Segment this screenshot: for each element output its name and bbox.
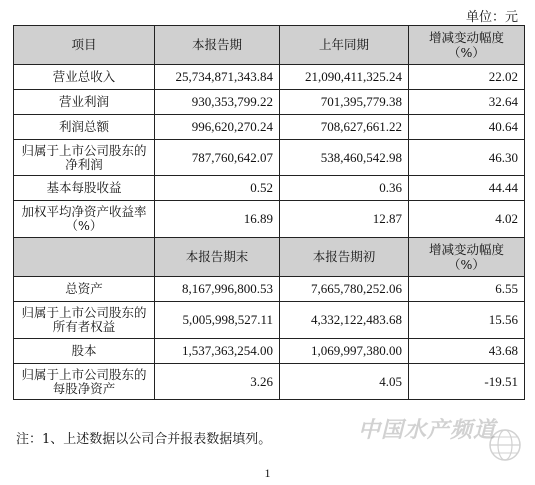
previous-value: 21,090,411,325.24: [280, 65, 409, 90]
col-header-change-label: 增减变动幅度: [428, 242, 504, 257]
begin-value: 7,665,780,252.06: [280, 277, 409, 302]
current-value: 996,620,270.24: [155, 115, 280, 140]
end-value: 5,005,998,527.11: [155, 302, 280, 339]
col-header-item: 项目: [14, 26, 155, 65]
row-label: 基本每股收益: [14, 176, 155, 201]
previous-value: 0.36: [280, 176, 409, 201]
change-value: 40.64: [409, 115, 525, 140]
page-number: 1: [264, 466, 271, 480]
table2-header-row: [14, 238, 525, 277]
begin-value: 4.05: [280, 364, 409, 400]
col-header-change: [409, 238, 525, 277]
change-value: -19.51: [409, 364, 525, 400]
row-label: [14, 140, 155, 176]
change-value: 22.02: [409, 65, 525, 90]
col-header-period-begin: 本报告期初: [280, 238, 409, 277]
change-value: 46.30: [409, 140, 525, 176]
footnote: 注：1、上述数据以公司合并报表数据填列。: [16, 432, 272, 447]
change-value: 43.68: [409, 339, 525, 364]
table-row: [14, 339, 525, 364]
table1-header-row: [14, 26, 525, 65]
col-header-change-unit: （%）: [448, 257, 485, 272]
col-header-period-end: 本报告期末: [155, 238, 280, 277]
financial-summary-table: [13, 25, 525, 400]
row-label-line: 所有者权益: [52, 319, 116, 334]
table-row: [14, 201, 525, 238]
begin-value: 4,332,122,483.68: [280, 302, 409, 339]
row-label: 股本: [14, 339, 155, 364]
current-value: 25,734,871,343.84: [155, 65, 280, 90]
current-value: 787,760,642.07: [155, 140, 280, 176]
begin-value: 1,069,997,380.00: [280, 339, 409, 364]
end-value: 8,167,996,800.53: [155, 277, 280, 302]
row-label-line: 归属于上市公司股东的: [21, 142, 147, 158]
previous-value: 12.87: [280, 201, 409, 238]
watermark-text: 中国水产频道: [358, 418, 497, 443]
row-label: 利润总额: [14, 115, 155, 140]
globe-icon: [488, 428, 522, 462]
current-value: 0.52: [155, 176, 280, 201]
col-header-previous-period: 上年同期: [280, 26, 409, 65]
end-value: 1,537,363,254.00: [155, 339, 280, 364]
col-header-change-unit: （%）: [448, 45, 485, 60]
current-value: 930,353,799.22: [155, 90, 280, 115]
change-value: 4.02: [409, 201, 525, 238]
row-label-line: 归属于上市公司股东的: [21, 366, 147, 382]
col-header-change: [409, 26, 525, 65]
change-value: 44.44: [409, 176, 525, 201]
col-header-blank: [14, 238, 155, 277]
previous-value: 701,395,779.38: [280, 90, 409, 115]
row-label: 营业利润: [14, 90, 155, 115]
row-label-line: 每股净资产: [52, 380, 116, 396]
row-label: 营业总收入: [14, 65, 155, 90]
table-row: [14, 364, 525, 400]
row-label: [14, 364, 155, 400]
row-label-line: 净利润: [65, 156, 103, 172]
row-label-line: 加权平均净资产收益率: [21, 204, 147, 219]
change-value: 6.55: [409, 277, 525, 302]
end-value: 3.26: [155, 364, 280, 400]
change-value: 32.64: [409, 90, 525, 115]
table-row: [14, 140, 525, 176]
current-value: 16.89: [155, 201, 280, 238]
row-label: 总资产: [14, 277, 155, 302]
previous-value: 538,460,542.98: [280, 140, 409, 176]
table-row: [14, 115, 525, 140]
previous-value: 708,627,661.22: [280, 115, 409, 140]
row-label: [14, 201, 155, 238]
table-row: [14, 302, 525, 339]
table-row: [14, 176, 525, 201]
col-header-change-label: 增减变动幅度: [428, 30, 504, 45]
row-label: [14, 302, 155, 339]
col-header-current-period: 本报告期: [155, 26, 280, 65]
unit-label: 单位：元: [465, 10, 518, 25]
row-label-line: 归属于上市公司股东的: [21, 305, 147, 320]
row-label-line: （%）: [65, 218, 103, 233]
table-row: [14, 277, 525, 302]
table-row: [14, 90, 525, 115]
table-row: [14, 65, 525, 90]
change-value: 15.56: [409, 302, 525, 339]
